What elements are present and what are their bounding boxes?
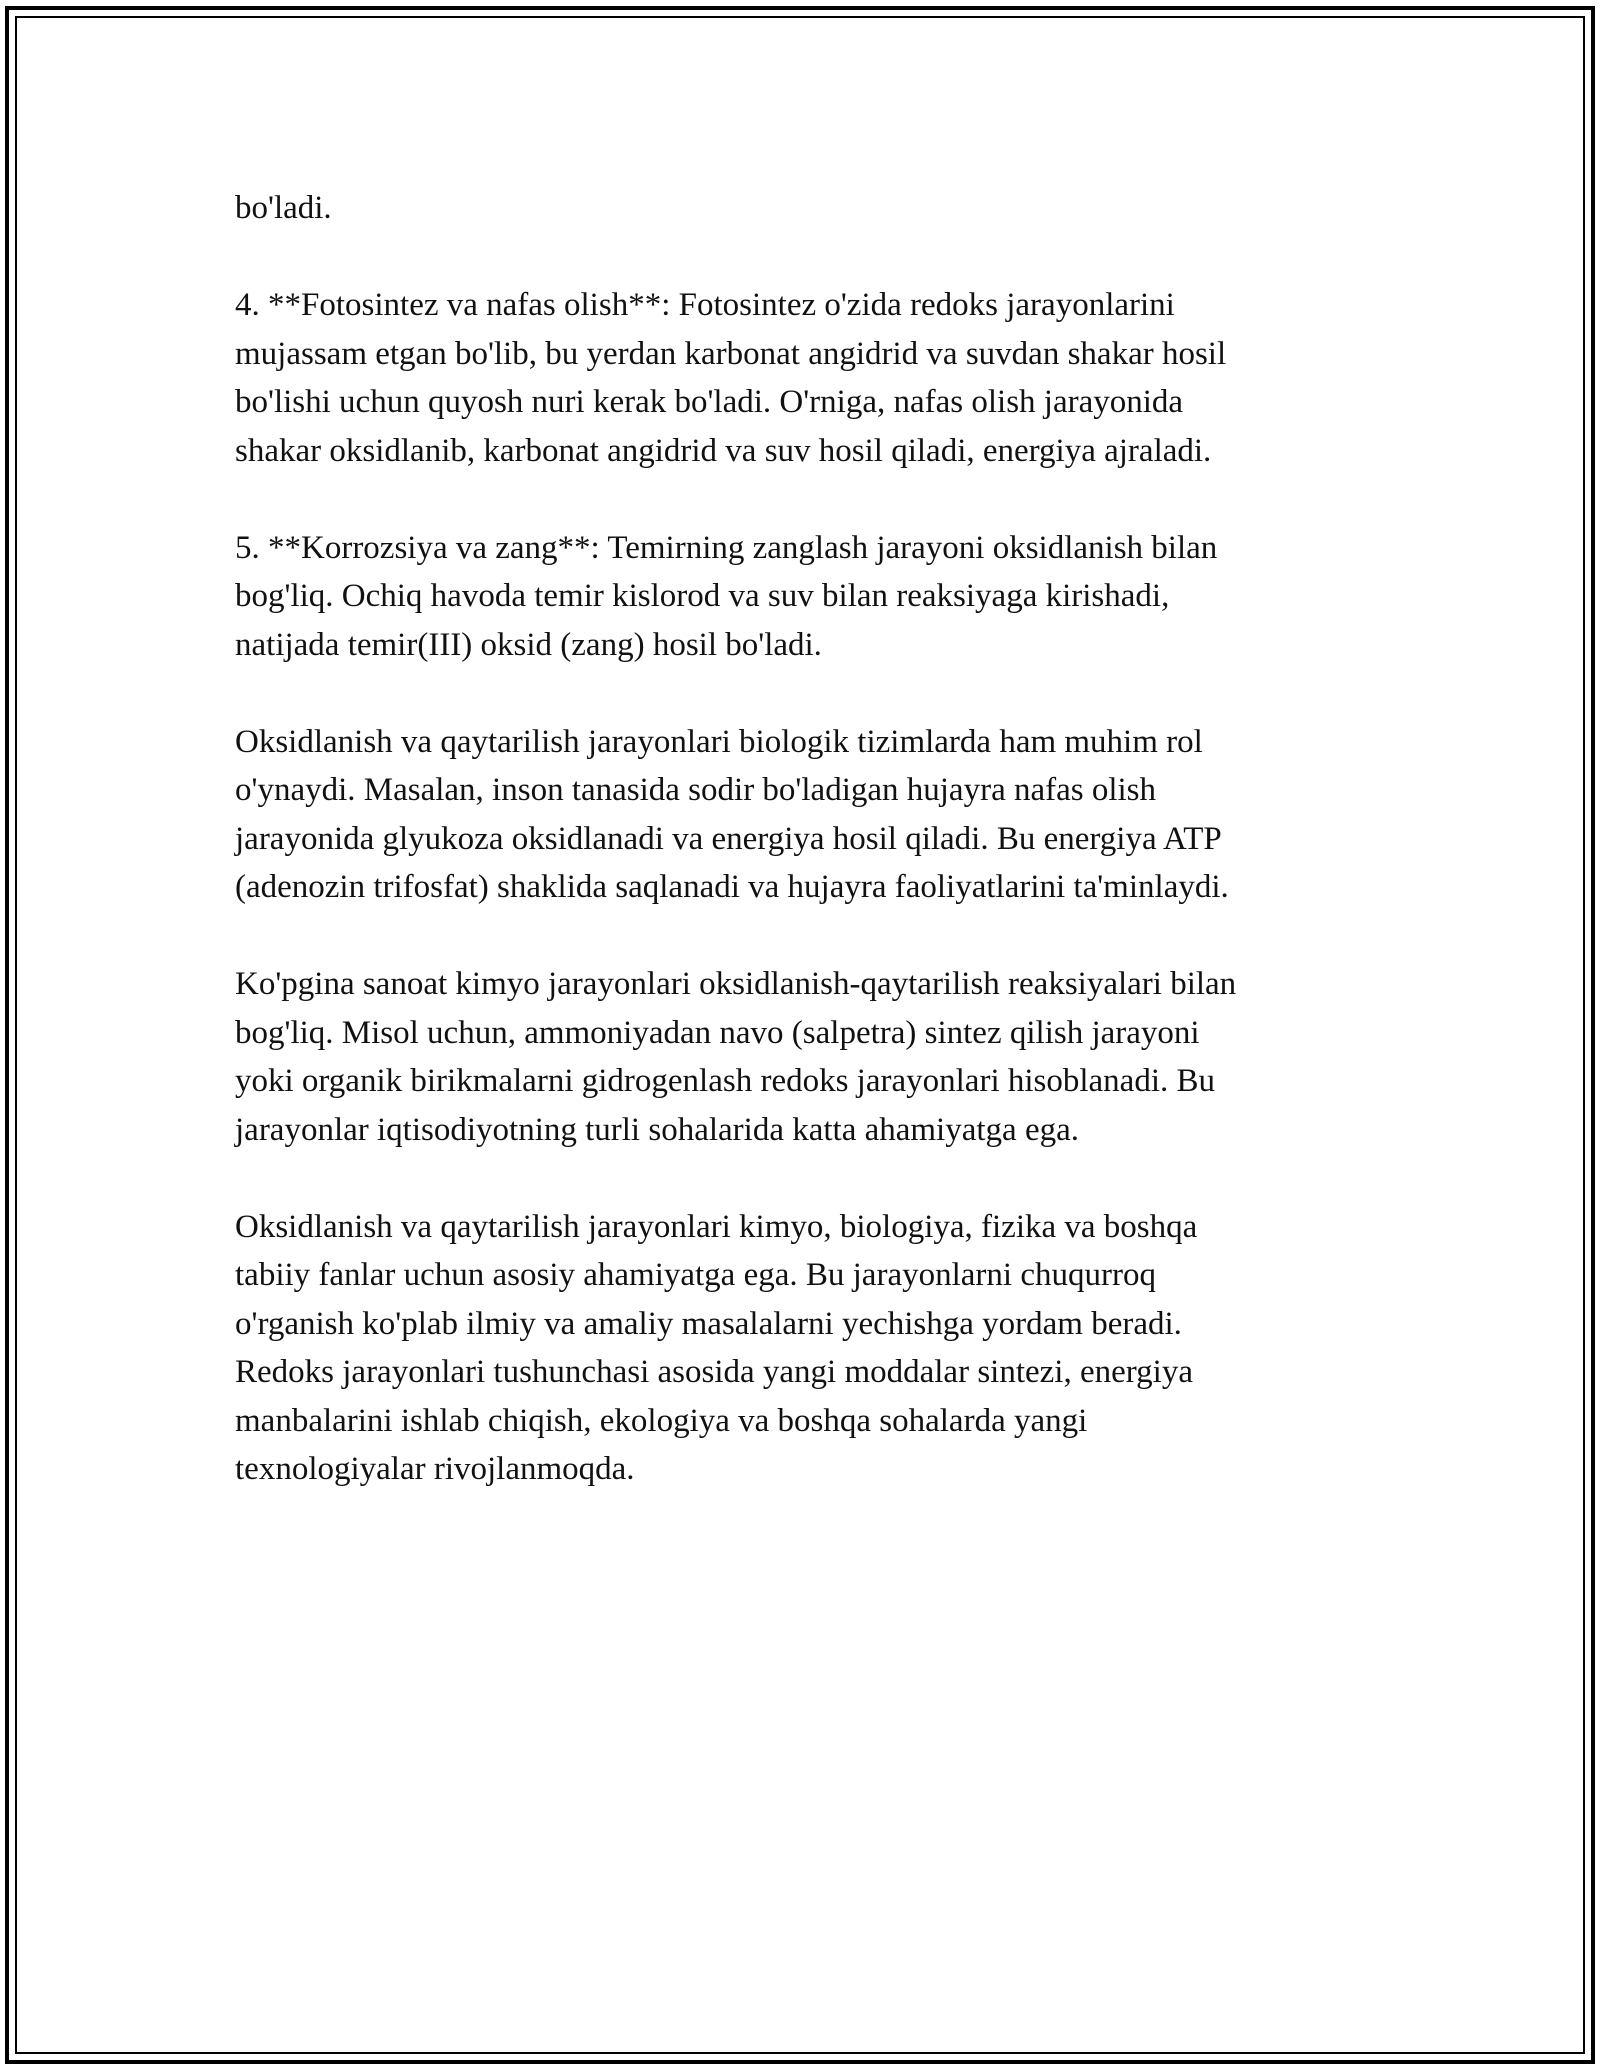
text-line: shakar oksidlanib, karbonat angidrid va suv hosil qiladi, energiya ajraladi.	[235, 432, 1212, 469]
text-line: bo'ladi.	[235, 190, 332, 226]
text-line: bog'liq. Misol uchun, ammoniyadan navo (salpetra) sintez qilish jarayoni	[235, 1014, 1200, 1051]
paragraph-biology	[235, 718, 1365, 912]
text-line: manbalarini ishlab chiqish, ekologiya va boshqa sohalarda yangi	[235, 1402, 1088, 1439]
paragraph-industry	[235, 960, 1365, 1154]
text-line: bo'lishi uchun quyosh nuri kerak bo'ladi. O'rniga, nafas olish jarayonida	[235, 384, 1184, 420]
text-line: Redoks jarayonlari tushunchasi asosida yangi moddalar sintezi, energiya	[235, 1354, 1193, 1390]
text-line: mujassam etgan bo'lib, bu yerdan karbonat angidrid va suvdan shakar hosil	[235, 335, 1227, 372]
text-line: tabiiy fanlar uchun asosiy ahamiyatga ega. Bu jarayonlarni chuqurroq	[235, 1257, 1156, 1293]
text-line: yoki organik birikmalarni gidrogenlash redoks jarayonlari hisoblanadi. Bu	[235, 1063, 1216, 1099]
text-line: Ko'pgina sanoat kimyo jarayonlari oksidlanish-qaytarilish reaksiyalari bilan	[235, 966, 1237, 1002]
paragraph-continuation	[235, 184, 1365, 233]
text-line: 4. **Fotosintez va nafas olish**: Fotosintez o'zida redoks jarayonlarini	[235, 287, 1175, 323]
text-line: o'rganish ko'plab ilmiy va amaliy masalalarni yechishga yordam beradi.	[235, 1305, 1182, 1342]
text-line: natijada temir(III) oksid (zang) hosil bo'ladi.	[235, 626, 822, 663]
text-line: o'ynaydi. Masalan, inson tanasida sodir bo'ladigan hujayra nafas olish	[235, 772, 1157, 808]
document-body	[235, 184, 1365, 1542]
text-line: (adenozin trifosfat) shaklida saqlanadi va hujayra faoliyatlarini ta'minlaydi.	[235, 869, 1229, 905]
text-line: 5. **Korrozsiya va zang**: Temirning zanglash jarayoni oksidlanish bilan	[235, 529, 1218, 566]
text-line: texnologiyalar rivojlanmoqda.	[235, 1451, 635, 1487]
paragraph-corrosion	[235, 524, 1365, 670]
text-line: Oksidlanish va qaytarilish jarayonlari biologik tizimlarda ham muhim rol	[235, 723, 1203, 760]
text-line: jarayonlar iqtisodiyotning turli sohalarida katta ahamiyatga ega.	[235, 1111, 1079, 1148]
text-line: jarayonida glyukoza oksidlanadi va energiya hosil qiladi. Bu energiya ATP	[235, 820, 1222, 857]
paragraph-conclusion	[235, 1203, 1365, 1494]
text-line: bog'liq. Ochiq havoda temir kislorod va suv bilan reaksiyaga kirishadi,	[235, 578, 1170, 614]
text-line: Oksidlanish va qaytarilish jarayonlari kimyo, biologiya, fizika va boshqa	[235, 1208, 1198, 1245]
paragraph-photosynthesis	[235, 281, 1365, 475]
